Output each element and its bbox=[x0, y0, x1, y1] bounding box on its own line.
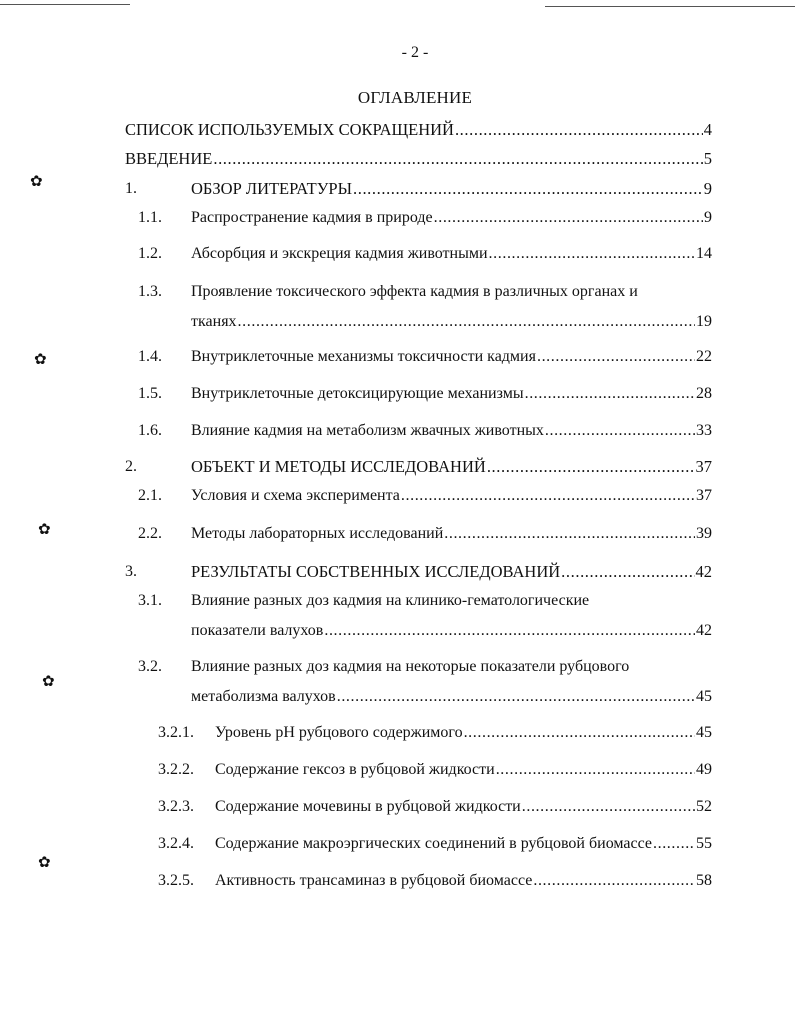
scan-edge-line-right bbox=[545, 6, 795, 7]
toc-entry-label: Содержание макроэргических соединений в рубцовой биомассе bbox=[215, 835, 652, 852]
leader-dots bbox=[653, 832, 695, 856]
toc-entry-number: 3.2.5. bbox=[158, 872, 194, 889]
toc-entry[interactable] bbox=[0, 721, 795, 745]
toc-entry-number: 1.6. bbox=[138, 422, 162, 439]
leader-dots bbox=[561, 560, 694, 584]
toc-entry-label: Содержание мочевины в рубцовой жидкости bbox=[215, 798, 521, 815]
toc-entry-page: 37 bbox=[695, 457, 712, 476]
toc-entry-number: 2.2. bbox=[138, 525, 162, 542]
toc-entry-label: ВВЕДЕНИЕ bbox=[125, 149, 213, 168]
leader-dots bbox=[434, 206, 703, 230]
toc-entry-page: 42 bbox=[695, 562, 712, 581]
toc-entry[interactable] bbox=[0, 589, 795, 613]
toc-entry-page: 58 bbox=[696, 872, 712, 889]
leader-dots bbox=[533, 869, 695, 893]
toc-entry-page: 39 bbox=[696, 525, 712, 542]
leader-dots bbox=[401, 484, 695, 508]
toc-entry-number: 3.1. bbox=[138, 592, 162, 609]
toc-entry-number: 1.3. bbox=[138, 283, 162, 300]
punch-hole-mark: ✿ bbox=[42, 672, 55, 690]
toc-entry[interactable] bbox=[0, 655, 795, 679]
toc-entry-number: 3.2.3. bbox=[158, 798, 194, 815]
leader-dots bbox=[545, 419, 695, 443]
leader-dots bbox=[337, 685, 695, 709]
toc-entry-label: Влияние разных доз кадмия на некоторые показатели рубцового bbox=[191, 658, 630, 675]
toc-entry-page: 33 bbox=[696, 422, 712, 439]
leader-dots bbox=[496, 758, 695, 782]
toc-entry-number: 1.4. bbox=[138, 348, 162, 365]
toc-entry-page: 19 bbox=[696, 313, 712, 330]
toc-entry-label: Влияние кадмия на метаболизм жвачных животных bbox=[191, 422, 544, 439]
toc-entry-label: Распространение кадмия в природе bbox=[191, 209, 433, 226]
toc-entry-label: Условия и схема эксперимента bbox=[191, 487, 400, 504]
toc-entry-number: 3.2.1. bbox=[158, 724, 194, 741]
toc-entry-number: 1.2. bbox=[138, 245, 162, 262]
toc-entry-label: РЕЗУЛЬТАТЫ СОБСТВЕННЫХ ИССЛЕДОВАНИЙ bbox=[191, 562, 561, 581]
leader-dots bbox=[537, 345, 695, 369]
leader-dots bbox=[353, 177, 703, 201]
toc-entry-number: 1.5. bbox=[138, 385, 162, 402]
toc-entry-page: 55 bbox=[696, 835, 712, 852]
toc-entry[interactable] bbox=[0, 345, 795, 369]
toc-entry-page: 5 bbox=[703, 149, 712, 168]
toc-entry-label: Методы лабораторных исследований bbox=[191, 525, 444, 542]
leader-dots bbox=[444, 522, 695, 546]
toc-title: ОГЛАВЛЕНИЕ bbox=[357, 88, 473, 107]
toc-entry-label: Активность трансаминаз в рубцовой биомассе bbox=[215, 872, 533, 889]
toc-entry-number: 3. bbox=[125, 563, 137, 580]
toc-entry-label: СПИСОК ИСПОЛЬЗУЕМЫХ СОКРАЩЕНИЙ bbox=[125, 120, 454, 139]
toc-entry-label: ОБЗОР ЛИТЕРАТУРЫ bbox=[191, 179, 352, 198]
toc-entry-label: Влияние разных доз кадмия на клинико-гематологические bbox=[191, 592, 590, 609]
toc-entry-page: 45 bbox=[696, 688, 712, 705]
toc-entry-label: Проявление токсического эффекта кадмия в различных органах и bbox=[191, 283, 638, 300]
toc-entry[interactable] bbox=[0, 147, 795, 171]
toc-entry-page: 45 bbox=[696, 724, 712, 741]
toc-entry[interactable] bbox=[0, 280, 795, 304]
page-number: - 2 - bbox=[401, 44, 429, 61]
punch-hole-mark: ✿ bbox=[38, 520, 51, 538]
toc-entry-label: Абсорбция и экскреция кадмия животными bbox=[191, 245, 488, 262]
toc-entry-label-continued: показатели валухов bbox=[191, 622, 324, 639]
toc-entry-page: 9 bbox=[703, 179, 712, 198]
toc-entry-continuation[interactable] bbox=[0, 619, 795, 643]
toc-entry[interactable] bbox=[0, 419, 795, 443]
leader-dots bbox=[324, 619, 695, 643]
toc-entry[interactable] bbox=[0, 795, 795, 819]
toc-entry-continuation[interactable] bbox=[0, 310, 795, 334]
toc-entry[interactable] bbox=[0, 455, 795, 479]
toc-entry-label: ОБЪЕКТ И МЕТОДЫ ИССЛЕДОВАНИЙ bbox=[191, 457, 486, 476]
scan-edge-line-left bbox=[0, 4, 130, 5]
toc-entry-number: 3.2.4. bbox=[158, 835, 194, 852]
toc-entry[interactable] bbox=[0, 118, 795, 142]
leader-dots bbox=[487, 455, 695, 479]
toc-entry[interactable] bbox=[0, 484, 795, 508]
leader-dots bbox=[464, 721, 695, 745]
toc-entry-label: Внутриклеточные детоксицирующие механизмы bbox=[191, 385, 524, 402]
toc-entry-number: 1.1. bbox=[138, 209, 162, 226]
toc-entry-number: 3.2. bbox=[138, 658, 162, 675]
toc-entry-number: 2. bbox=[125, 458, 137, 475]
toc-entry-page: 22 bbox=[696, 348, 712, 365]
toc-entry-number: 2.1. bbox=[138, 487, 162, 504]
toc-entry[interactable] bbox=[0, 522, 795, 546]
toc-entry-page: 14 bbox=[696, 245, 712, 262]
toc-entry-number: 1. bbox=[125, 180, 137, 197]
toc-entry-continuation[interactable] bbox=[0, 685, 795, 709]
toc-entry-label: Внутриклеточные механизмы токсичности кадмия bbox=[191, 348, 536, 365]
toc-entry[interactable] bbox=[0, 869, 795, 893]
toc-entry[interactable] bbox=[0, 177, 795, 201]
punch-hole-mark: ✿ bbox=[34, 350, 47, 368]
toc-entry[interactable] bbox=[0, 382, 795, 406]
toc-entry-label: Содержание гексоз в рубцовой жидкости bbox=[215, 761, 495, 778]
toc-entry-label-continued: тканях bbox=[191, 313, 237, 330]
leader-dots bbox=[522, 795, 695, 819]
leader-dots bbox=[525, 382, 695, 406]
toc-entry-page: 37 bbox=[696, 487, 712, 504]
toc-entry-label-continued: метаболизма валухов bbox=[191, 688, 336, 705]
toc-entry[interactable] bbox=[0, 560, 795, 584]
toc-entry-label: Уровень рН рубцового содержимого bbox=[215, 724, 463, 741]
toc-entry-number: 3.2.2. bbox=[158, 761, 194, 778]
toc-entry-page: 4 bbox=[703, 120, 712, 139]
leader-dots bbox=[238, 310, 695, 334]
toc-entry-page: 49 bbox=[696, 761, 712, 778]
leader-dots bbox=[489, 242, 695, 266]
toc-entry[interactable] bbox=[0, 832, 795, 856]
punch-hole-mark: ✿ bbox=[38, 853, 51, 871]
toc-entry-page: 9 bbox=[704, 209, 712, 226]
toc-entry[interactable] bbox=[0, 206, 795, 230]
toc-entry[interactable] bbox=[0, 242, 795, 266]
leader-dots bbox=[213, 147, 702, 171]
toc-entry-page: 52 bbox=[696, 798, 712, 815]
punch-hole-mark: ✿ bbox=[30, 172, 43, 190]
leader-dots bbox=[455, 118, 703, 142]
toc-entry[interactable] bbox=[0, 758, 795, 782]
toc-entry-page: 42 bbox=[696, 622, 712, 639]
toc-entry-page: 28 bbox=[696, 385, 712, 402]
